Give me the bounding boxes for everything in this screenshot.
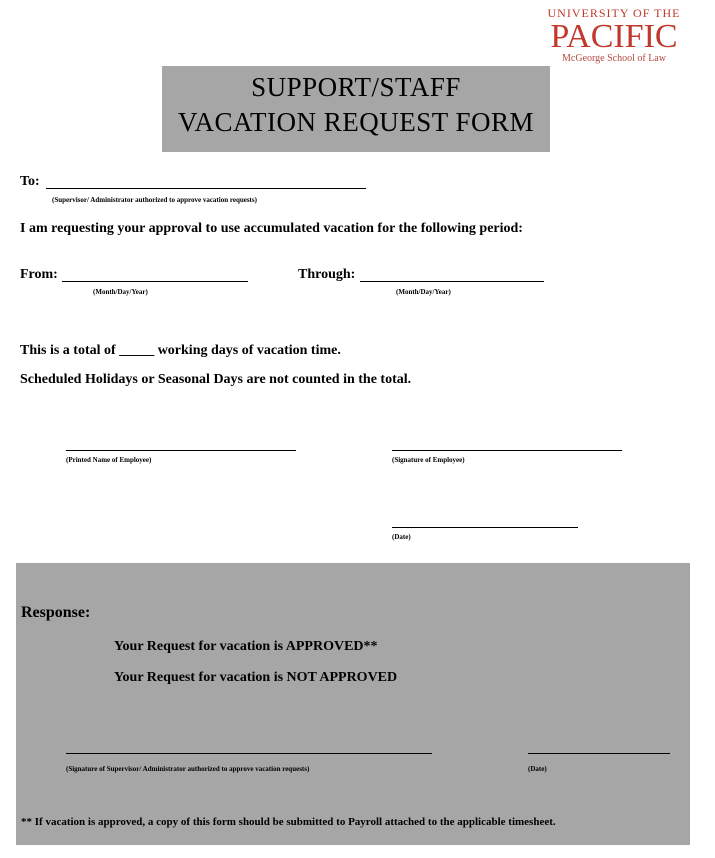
response-title: Response: bbox=[21, 604, 91, 621]
approved-option[interactable]: Your Request for vacation is APPROVED** bbox=[114, 639, 378, 654]
from-caption: (Month/Day/Year) bbox=[93, 288, 148, 296]
through-caption: (Month/Day/Year) bbox=[396, 288, 451, 296]
through-line[interactable] bbox=[360, 281, 544, 282]
through-label: Through: bbox=[298, 267, 356, 282]
request-text: I am requesting your approval to use accumulated vacation for the following period: bbox=[20, 221, 523, 236]
logo-school: McGeorge School of Law bbox=[562, 53, 666, 64]
university-logo bbox=[529, 6, 699, 64]
holidays-note: Scheduled Holidays or Seasonal Days are not counted in the total. bbox=[20, 372, 412, 387]
from-label: From: bbox=[20, 267, 58, 282]
supervisor-signature-line[interactable] bbox=[66, 753, 432, 754]
to-label: To: bbox=[20, 174, 40, 189]
supervisor-date-line[interactable] bbox=[528, 753, 670, 754]
employee-date-caption: (Date) bbox=[392, 533, 411, 541]
to-line[interactable] bbox=[46, 188, 366, 189]
form-title-line2: VACATION REQUEST FORM bbox=[177, 107, 535, 137]
total-line bbox=[20, 343, 341, 359]
supervisor-signature-caption: (Signature of Supervisor/ Administrator authorized to approve vacation requests) bbox=[66, 765, 310, 773]
not-approved-option[interactable]: Your Request for vacation is NOT APPROVED bbox=[114, 670, 398, 685]
printed-name-caption: (Printed Name of Employee) bbox=[66, 456, 152, 464]
employee-date-line[interactable] bbox=[392, 527, 578, 528]
payroll-footnote: ** If vacation is approved, a copy of this form should be submitted to Payroll attached to the applicable timesheet. bbox=[21, 816, 556, 828]
supervisor-date-caption: (Date) bbox=[528, 765, 547, 773]
response-section bbox=[16, 563, 690, 845]
from-line[interactable] bbox=[62, 281, 248, 282]
employee-signature-line[interactable] bbox=[392, 450, 622, 451]
to-caption: (Supervisor/ Administrator authorized to approve vacation requests) bbox=[52, 196, 257, 204]
logo-name: PACIFIC bbox=[550, 18, 678, 55]
total-before: This is a total of bbox=[20, 343, 116, 358]
printed-name-line[interactable] bbox=[66, 450, 296, 451]
total-days-blank[interactable]: _____ bbox=[119, 343, 155, 358]
form-title-box bbox=[162, 66, 550, 152]
form-title-line1: SUPPORT/STAFF bbox=[251, 72, 461, 102]
logo-top-text: UNIVERSITY OF THE bbox=[547, 6, 681, 20]
employee-signature-caption: (Signature of Employee) bbox=[392, 456, 465, 464]
total-after: working days of vacation time. bbox=[157, 343, 341, 358]
